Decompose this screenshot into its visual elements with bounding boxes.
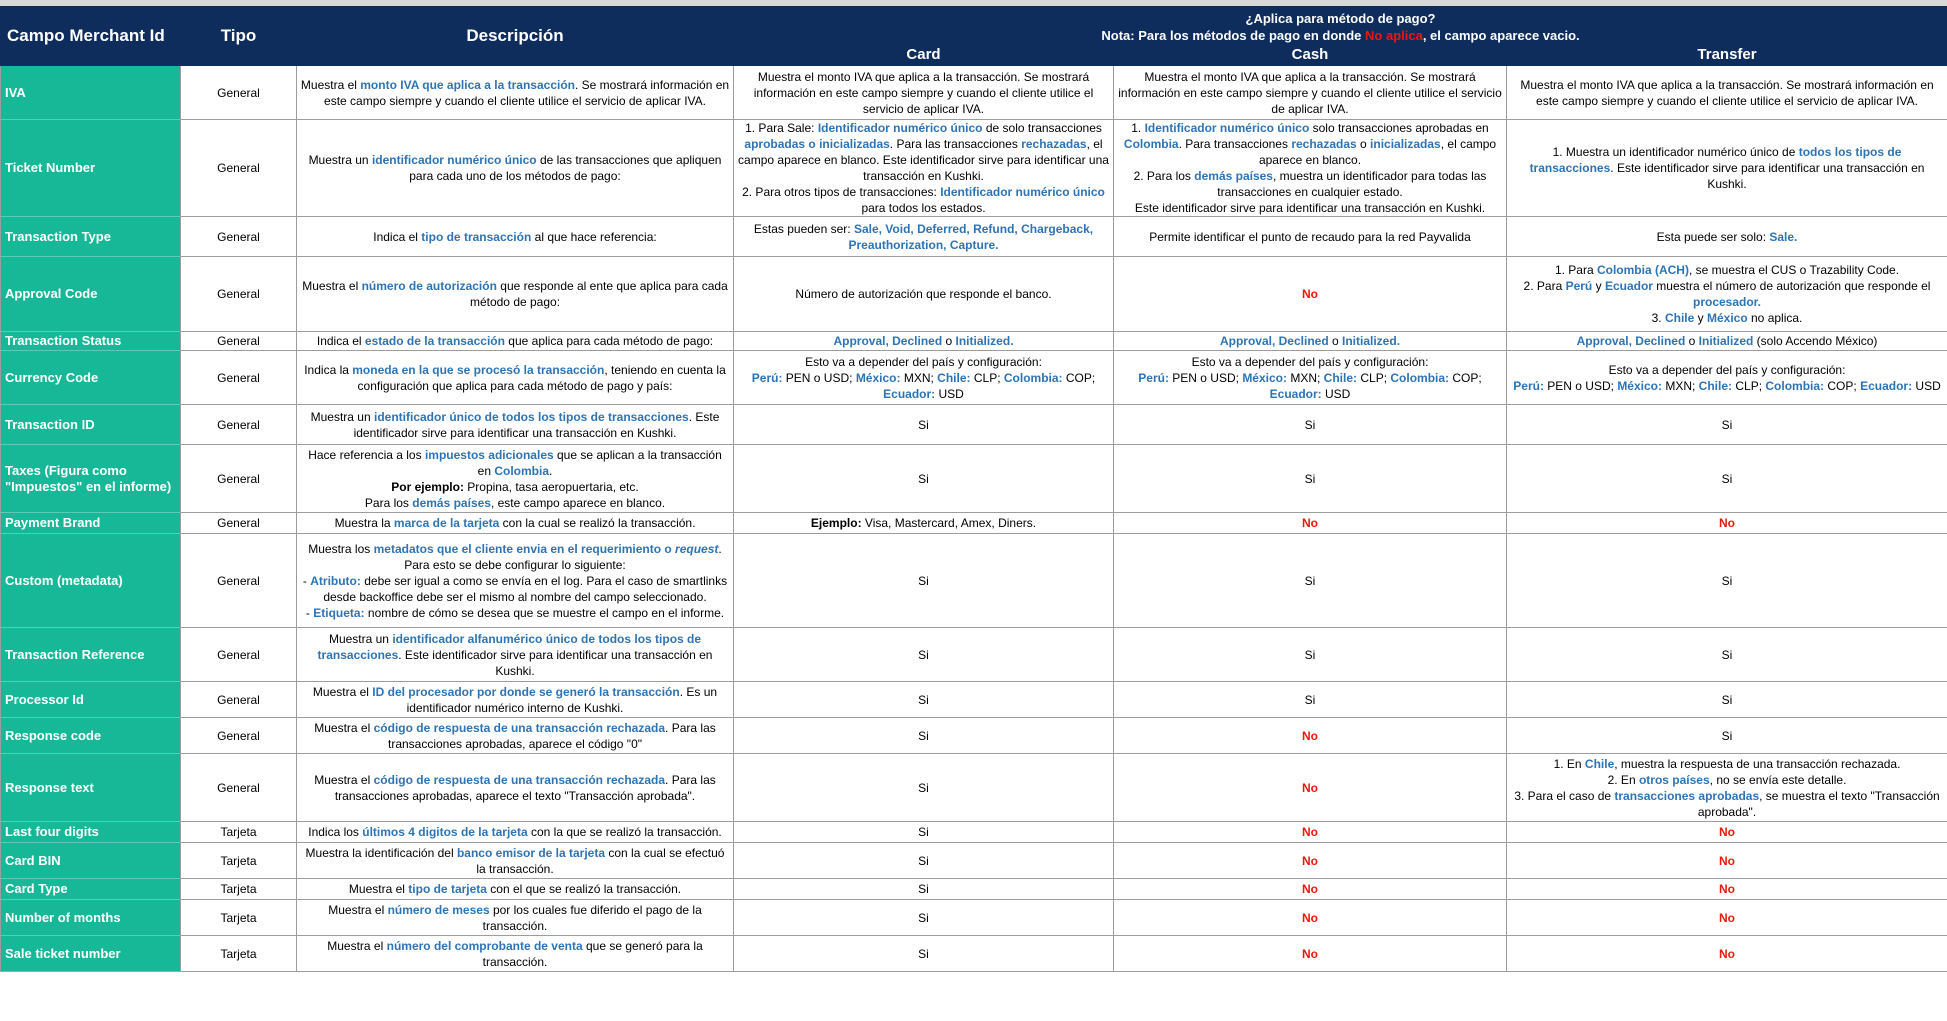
header-payment-method[interactable]: [734, 7, 1947, 47]
cash-cell[interactable]: Si: [1114, 628, 1507, 682]
cash-cell[interactable]: No: [1114, 900, 1507, 936]
card-cell[interactable]: 1. Para Sale: Identificador numérico único de solo transacciones aprobadas o inicializadas. Para las transacciones rechazadas, el campo aparece en blanco. Este identificador sirve para identificar una transacción en Kushki. 2. Para otros tipos de transacciones: Identificador numérico único para todos los estados.: [734, 120, 1114, 217]
description-cell[interactable]: Muestra el ID del procesador por donde se generó la transacción. Es un identificador numérico interno de Kushki.: [297, 682, 734, 718]
field-name[interactable]: Card BIN: [1, 843, 181, 879]
card-cell[interactable]: Muestra el monto IVA que aplica a la transacción. Se mostrará información en este campo siempre y cuando el cliente utilice el servicio de aplicar IVA.: [734, 66, 1114, 120]
payment-title: ¿Aplica para método de pago?: [1245, 11, 1436, 27]
type-cell[interactable]: General: [181, 351, 297, 405]
type-cell[interactable]: General: [181, 217, 297, 257]
card-cell[interactable]: Si: [734, 936, 1114, 972]
field-name[interactable]: Sale ticket number: [1, 936, 181, 972]
table-row: [1, 718, 1947, 754]
field-name[interactable]: Last four digits: [1, 822, 181, 843]
description-cell[interactable]: Muestra un identificador alfanumérico único de todos los tipos de transacciones. Este identificador sirve para identificar una transacción en Kushki.: [297, 628, 734, 682]
type-cell[interactable]: Tarjeta: [181, 843, 297, 879]
description-cell[interactable]: Indica los últimos 4 digitos de la tarjeta con la que se realizó la transacción.: [297, 822, 734, 843]
cash-cell[interactable]: Approval, Declined o Initialized.: [1114, 332, 1507, 351]
cash-cell[interactable]: No: [1114, 843, 1507, 879]
transfer-cell[interactable]: No: [1507, 513, 1947, 534]
field-name[interactable]: Processor Id: [1, 682, 181, 718]
description-cell[interactable]: Muestra el tipo de tarjeta con el que se realizó la transacción.: [297, 879, 734, 900]
table-row: [1, 332, 1947, 351]
card-cell[interactable]: Número de autorización que responde el banco.: [734, 257, 1114, 332]
card-cell[interactable]: Si: [734, 445, 1114, 513]
type-cell[interactable]: General: [181, 628, 297, 682]
card-cell[interactable]: Approval, Declined o Initialized.: [734, 332, 1114, 351]
transfer-cell[interactable]: 1. En Chile, muestra la respuesta de una transacción rechazada. 2. En otros países, no se envía este detalle. 3. Para el caso de transacciones aprobadas, se muestra el texto "Transacción aprobada".: [1507, 754, 1947, 822]
card-cell[interactable]: Si: [734, 900, 1114, 936]
description-cell[interactable]: Muestra el monto IVA que aplica a la transacción. Se mostrará información en este campo siempre y cuando el cliente utilice el servicio de aplicar IVA.: [297, 66, 734, 120]
description-cell[interactable]: Indica la moneda en la que se procesó la transacción, teniendo en cuenta la configuración que aplica para cada método de pago y país:: [297, 351, 734, 405]
cash-cell[interactable]: Si: [1114, 445, 1507, 513]
description-cell[interactable]: Hace referencia a los impuestos adicionales que se aplican a la transacción en Colombia. Por ejemplo: Propina, tasa aeropuertaria, etc. Para los demás países, este campo aparece en blanco.: [297, 445, 734, 513]
type-cell[interactable]: General: [181, 257, 297, 332]
table-row: [1, 843, 1947, 879]
card-cell[interactable]: Si: [734, 405, 1114, 445]
field-name[interactable]: Transaction Status: [1, 332, 181, 351]
card-cell[interactable]: Estas pueden ser: Sale, Void, Deferred, Refund, Chargeback, Preauthorization, Capture.: [734, 217, 1114, 257]
description-cell[interactable]: Muestra el código de respuesta de una transacción rechazada. Para las transacciones aprobadas, aparece el texto "Transacción aprobada".: [297, 754, 734, 822]
transfer-cell[interactable]: Esta puede ser solo: Sale.: [1507, 217, 1947, 257]
type-cell[interactable]: General: [181, 534, 297, 628]
transfer-cell[interactable]: No: [1507, 900, 1947, 936]
card-cell[interactable]: Si: [734, 843, 1114, 879]
transfer-cell[interactable]: Si: [1507, 405, 1947, 445]
type-cell[interactable]: General: [181, 513, 297, 534]
table-row: [1, 257, 1947, 332]
spreadsheet-area: [0, 6, 1947, 972]
cash-cell[interactable]: Si: [1114, 405, 1507, 445]
cash-cell[interactable]: No: [1114, 513, 1507, 534]
card-cell[interactable]: Si: [734, 682, 1114, 718]
type-cell[interactable]: General: [181, 332, 297, 351]
transfer-cell[interactable]: Approval, Declined o Initialized (solo Accendo México): [1507, 332, 1947, 351]
header-descripcion[interactable]: Descripción: [297, 7, 734, 66]
table-row: [1, 534, 1947, 628]
table-row: [1, 936, 1947, 972]
transfer-cell[interactable]: Esto va a depender del país y configuración: Perú: PEN o USD; México: MXN; Chile: CLP; Colombia: COP; Ecuador: USD: [1507, 351, 1947, 405]
header-card[interactable]: Card: [734, 46, 1114, 65]
field-name[interactable]: Payment Brand: [1, 513, 181, 534]
type-cell[interactable]: General: [181, 718, 297, 754]
payment-note: Nota: Para los métodos de pago en donde No aplica, el campo aparece vacio.: [1101, 28, 1580, 44]
table-row: [1, 405, 1947, 445]
type-cell[interactable]: General: [181, 405, 297, 445]
card-cell[interactable]: Si: [734, 628, 1114, 682]
field-name[interactable]: Card Type: [1, 879, 181, 900]
field-name[interactable]: Response text: [1, 754, 181, 822]
field-name[interactable]: Custom (metadata): [1, 534, 181, 628]
cash-cell[interactable]: Si: [1114, 534, 1507, 628]
cash-cell[interactable]: 1. Identificador numérico único solo transacciones aprobadas en Colombia. Para transacciones rechazadas o inicializadas, el campo aparece en blanco. 2. Para los demás países, muestra un identificador para todas las transacciones en cualquier estado. Este identificador sirve para identificar una transacción en Kushki.: [1114, 120, 1507, 217]
cash-cell[interactable]: Esto va a depender del país y configuración: Perú: PEN o USD; México: MXN; Chile: CLP; Colombia: COP; Ecuador: USD: [1114, 351, 1507, 405]
description-cell[interactable]: Indica el tipo de transacción al que hace referencia:: [297, 217, 734, 257]
field-name[interactable]: IVA: [1, 66, 181, 120]
table-row: [1, 445, 1947, 513]
field-name[interactable]: Transaction Type: [1, 217, 181, 257]
description-cell[interactable]: Indica el estado de la transacción que aplica para cada método de pago:: [297, 332, 734, 351]
table-row: [1, 217, 1947, 257]
transfer-cell[interactable]: Si: [1507, 534, 1947, 628]
transfer-cell[interactable]: No: [1507, 822, 1947, 843]
field-name[interactable]: Number of months: [1, 900, 181, 936]
transfer-cell[interactable]: No: [1507, 843, 1947, 879]
transfer-cell[interactable]: No: [1507, 879, 1947, 900]
type-cell[interactable]: Tarjeta: [181, 900, 297, 936]
description-cell[interactable]: Muestra el número de autorización que responde al ente que aplica para cada método de pago:: [297, 257, 734, 332]
type-cell[interactable]: General: [181, 120, 297, 217]
type-cell[interactable]: General: [181, 754, 297, 822]
header-tipo[interactable]: Tipo: [181, 7, 297, 66]
type-cell[interactable]: Tarjeta: [181, 822, 297, 843]
field-name[interactable]: Transaction Reference: [1, 628, 181, 682]
cash-cell[interactable]: No: [1114, 936, 1507, 972]
table-row: [1, 628, 1947, 682]
type-cell[interactable]: Tarjeta: [181, 936, 297, 972]
cash-cell[interactable]: Si: [1114, 682, 1507, 718]
description-cell[interactable]: Muestra el número del comprobante de venta que se generó para la transacción.: [297, 936, 734, 972]
description-cell[interactable]: Muestra el número de meses por los cuales fue diferido el pago de la transacción.: [297, 900, 734, 936]
description-cell[interactable]: Muestra los metadatos que el cliente envia en el requerimiento o request. Para esto se debe configurar lo siguiente: - Atributo: debe ser igual a como se envía en el log. Para el caso de smartlinks desde backoffice debe ser el mismo al nombre del campo seleccionado. - Etiqueta: nombre de cómo se desea que se muestre el campo en el informe.: [297, 534, 734, 628]
cash-cell[interactable]: Muestra el monto IVA que aplica a la transacción. Se mostrará información en este campo siempre y cuando el cliente utilice el servicio de aplicar IVA.: [1114, 66, 1507, 120]
transfer-cell[interactable]: 1. Muestra un identificador numérico único de todos los tipos de transacciones. Este identificador sirve para identificar una transacción en Kushki.: [1507, 120, 1947, 217]
description-cell[interactable]: Muestra la identificación del banco emisor de la tarjeta con la cual se efectuó la transacción.: [297, 843, 734, 879]
transfer-cell[interactable]: Si: [1507, 445, 1947, 513]
table-row: [1, 351, 1947, 405]
table-row: [1, 879, 1947, 900]
description-cell[interactable]: Muestra un identificador numérico único de las transacciones que apliquen para cada uno de los métodos de pago:: [297, 120, 734, 217]
field-name[interactable]: Response code: [1, 718, 181, 754]
type-cell[interactable]: Tarjeta: [181, 879, 297, 900]
field-name[interactable]: Approval Code: [1, 257, 181, 332]
card-cell[interactable]: Esto va a depender del país y configuración: Perú: PEN o USD; México: MXN; Chile: CLP; Colombia: COP; Ecuador: USD: [734, 351, 1114, 405]
transfer-cell[interactable]: No: [1507, 936, 1947, 972]
transfer-cell[interactable]: Si: [1507, 628, 1947, 682]
cash-cell[interactable]: No: [1114, 257, 1507, 332]
table-row: [1, 754, 1947, 822]
transfer-cell[interactable]: Si: [1507, 718, 1947, 754]
merchant-fields-table: [0, 6, 1947, 972]
card-cell[interactable]: Si: [734, 754, 1114, 822]
card-cell[interactable]: Si: [734, 534, 1114, 628]
description-cell[interactable]: Muestra la marca de la tarjeta con la cual se realizó la transacción.: [297, 513, 734, 534]
table-header: [1, 7, 1947, 66]
cash-cell[interactable]: Permite identificar el punto de recaudo para la red Payvalida: [1114, 217, 1507, 257]
table-row: [1, 682, 1947, 718]
card-cell[interactable]: Si: [734, 822, 1114, 843]
table-row: [1, 513, 1947, 534]
cash-cell[interactable]: No: [1114, 718, 1507, 754]
type-cell[interactable]: General: [181, 66, 297, 120]
cash-cell[interactable]: No: [1114, 879, 1507, 900]
transfer-cell[interactable]: Si: [1507, 682, 1947, 718]
cash-cell[interactable]: No: [1114, 822, 1507, 843]
field-name[interactable]: Currency Code: [1, 351, 181, 405]
cash-cell[interactable]: No: [1114, 754, 1507, 822]
field-name[interactable]: Transaction ID: [1, 405, 181, 445]
header-transfer[interactable]: Transfer: [1507, 46, 1947, 65]
header-cash[interactable]: Cash: [1114, 46, 1507, 65]
table-row: [1, 66, 1947, 120]
transfer-cell[interactable]: 1. Para Colombia (ACH), se muestra el CUS o Trazability Code. 2. Para Perú y Ecuador muestra el número de autorización que responde el procesador. 3. Chile y México no aplica.: [1507, 257, 1947, 332]
card-cell[interactable]: Ejemplo: Visa, Mastercard, Amex, Diners.: [734, 513, 1114, 534]
transfer-cell[interactable]: Muestra el monto IVA que aplica a la transacción. Se mostrará información en este campo siempre y cuando el cliente utilice el servicio de aplicar IVA.: [1507, 66, 1947, 120]
field-name[interactable]: Taxes (Figura como "Impuestos" en el informe): [1, 445, 181, 513]
table-row: [1, 120, 1947, 217]
card-cell[interactable]: Si: [734, 879, 1114, 900]
description-cell[interactable]: Muestra el código de respuesta de una transacción rechazada. Para las transacciones aprobadas, aparece el código "0": [297, 718, 734, 754]
field-name[interactable]: Ticket Number: [1, 120, 181, 217]
type-cell[interactable]: General: [181, 445, 297, 513]
type-cell[interactable]: General: [181, 682, 297, 718]
table-row: [1, 822, 1947, 843]
header-campo-merchant-id[interactable]: Campo Merchant Id: [1, 7, 181, 66]
description-cell[interactable]: Muestra un identificador único de todos los tipos de transacciones. Este identificador sirve para identificar una transacción en Kushki.: [297, 405, 734, 445]
card-cell[interactable]: Si: [734, 718, 1114, 754]
table-row: [1, 900, 1947, 936]
